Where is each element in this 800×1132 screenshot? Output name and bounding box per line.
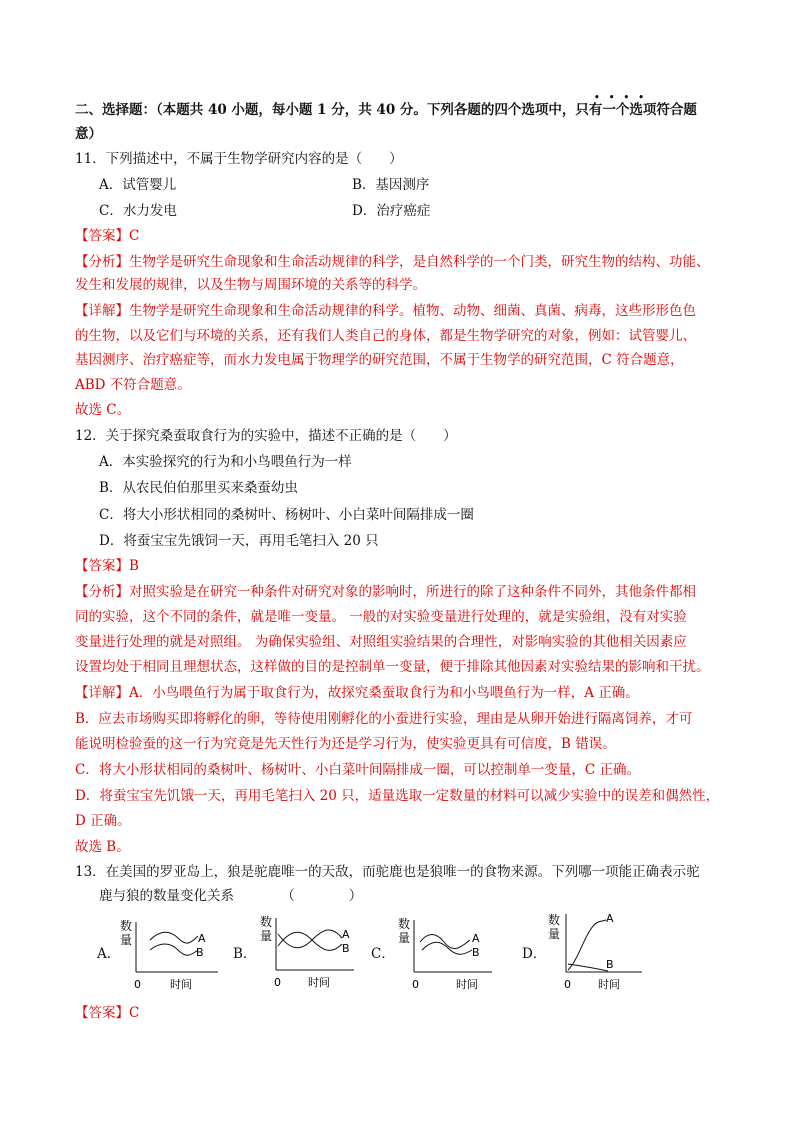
graph-d-curve-a xyxy=(568,920,606,970)
q12-option-d: D．将蚕宝宝先饿饲一天，再用毛笔扫入 20 只 xyxy=(99,533,379,549)
graph-d-label-b: B xyxy=(606,958,614,971)
q11-detail-line2: 的生物，以及它们与环境的关系，还有我们人类自己的身体，都是生物学研究的对象，例如：试管婴儿、 xyxy=(75,328,696,344)
graph-c-curve-a xyxy=(420,935,470,949)
graph-c-ylabel-top: 数 xyxy=(398,917,411,931)
graph-a-curve-b xyxy=(150,944,198,955)
q12-analysis-line4: 设置均处于相同且理想状态，这样做的目的是控制单一变量，便于排除其他因素对实验结果的影响和干扰。 xyxy=(75,659,710,675)
q12-analysis-tag: 【分析】 xyxy=(75,584,129,600)
graph-c-xlabel: 时间 xyxy=(456,978,478,991)
q11-option-d: D．治疗癌症 xyxy=(352,203,431,219)
q11-detail-line1 xyxy=(75,301,696,321)
q11-answer: 【答案】C xyxy=(75,228,140,244)
q13-option-c-label: C． xyxy=(371,946,395,962)
q11-choose: 故选 C。 xyxy=(75,402,131,418)
section-heading xyxy=(75,100,697,120)
q13-option-d-label: D． xyxy=(522,946,547,962)
q11-analysis-tag: 【分析】 xyxy=(75,254,129,270)
q12-analysis-line1 xyxy=(75,582,696,602)
q13-option-a-label: A． xyxy=(97,946,121,962)
q12-analysis-line3: 变量进行处理的就是对照组。 为确保实验组、对照组实验结果的合理性，对影响实验的其他相关因素应 xyxy=(75,634,687,650)
q11-detail-tag: 【详解】 xyxy=(75,303,129,319)
graph-a-curve-a xyxy=(150,932,198,943)
q12-stem: 12．关于探究桑蚕取食行为的实验中，描述不正确的是（ ） xyxy=(75,428,457,444)
q12-detail-tag: 【详解】 xyxy=(75,685,129,701)
graph-c-label-b: B xyxy=(472,946,480,959)
graph-a-label-b: B xyxy=(196,946,204,959)
graph-a-xlabel: 时间 xyxy=(170,978,192,991)
graph-b-ylabel-bottom: 量 xyxy=(260,929,273,943)
section-title-part1: 二、选择题：（本题共 40 小题，每小题 1 分，共 40 分。下列各题的四个选项中， xyxy=(75,102,576,118)
q11-analysis-line1 xyxy=(75,252,710,272)
graph-a-ylabel-bottom: 量 xyxy=(120,933,133,947)
q13-graph-b xyxy=(258,910,358,990)
q12-analysis-text: 对照实验是在研究一种条件对研究对象的影响时，所进行的除了这种条件不同外，其他条件都相 xyxy=(129,584,696,600)
section-title-part2: 选项符合题 xyxy=(629,102,697,118)
graph-d-ylabel-bottom: 量 xyxy=(548,927,561,941)
section-title-line2: 意） xyxy=(75,126,102,142)
q12-detail-text: A．小鸟喂鱼行为属于取食行为，故探究桑蚕取食行为和小鸟喂鱼行为一样，A 正确。 xyxy=(129,685,639,701)
q13-stem-line1: 13．在美国的罗亚岛上，狼是驼鹿唯一的天敌，而驼鹿也是狼唯一的食物来源。下列哪一项能正确表示驼 xyxy=(75,864,700,880)
q11-analysis-text: 生物学是研究生命现象和生命活动规律的科学，是自然科学的一个门类，研究生物的结构、功能、 xyxy=(129,254,710,270)
q11-stem: 11．下列描述中，不属于生物学研究内容的是（ ） xyxy=(75,151,403,167)
q13-stem-line2: 鹿与狼的数量变化关系 （ ） xyxy=(99,888,363,904)
q13-option-b-label: B． xyxy=(233,946,257,962)
graph-d-curve-b xyxy=(568,964,608,971)
q11-option-c: C．水力发电 xyxy=(99,203,177,219)
q13-graph-a xyxy=(120,912,220,992)
q12-choose: 故选 B。 xyxy=(75,839,130,855)
q12-detail-line6: D 正确。 xyxy=(75,813,131,829)
q12-option-b: B．从农民伯伯那里买来桑蚕幼虫 xyxy=(99,480,298,496)
q12-analysis-line2: 同的实验，这个不同的条件，就是唯一变量。 一般的对实验变量进行处理的，就是实验组，没有对实验 xyxy=(75,609,687,625)
graph-a-label-a: A xyxy=(198,932,206,945)
graph-d-xlabel: 时间 xyxy=(598,978,620,991)
q13-answer: 【答案】C xyxy=(75,1005,140,1021)
q12-option-a: A．本实验探究的行为和小鸟喂鱼行为一样 xyxy=(99,454,352,470)
graph-c-origin: 0 xyxy=(412,978,419,991)
q12-detail-line2: B．应去市场购买即将孵化的卵，等待使用刚孵化的小蚕进行实验，理由是从卵开始进行隔离饲养，才可 xyxy=(75,711,693,727)
graph-b-origin: 0 xyxy=(274,976,281,989)
graph-b-ylabel-top: 数 xyxy=(260,915,273,929)
graph-b-curve-a xyxy=(278,930,342,948)
q11-detail-line3: 基因测序、治疗癌症等，而水力发电属于物理学的研究范围，不属于生物学的研究范围，C 符合题意， xyxy=(75,352,684,368)
q12-detail-line4: C．将大小形状相同的桑树叶、杨树叶、小白菜叶间隔排成一圈，可以控制单一变量，C 正确。 xyxy=(75,762,640,778)
q13-graph-c xyxy=(396,912,496,992)
graph-b-label-b: B xyxy=(342,942,350,955)
q12-detail-line1 xyxy=(75,683,639,703)
q12-detail-line3: 能说明检验蚕的这一行为究竟是先天性行为还是学习行为，使实验更具有可信度，B 错误。 xyxy=(75,736,616,752)
q11-option-b: B．基因测序 xyxy=(352,177,430,193)
graph-a-origin: 0 xyxy=(134,978,141,991)
q12-answer: 【答案】B xyxy=(75,558,139,574)
q11-analysis-line2: 发生和发展的规律，以及生物与周围环境的关系等的科学。 xyxy=(75,277,426,293)
q11-detail-text: 生物学是研究生命现象和生命活动规律的科学。植物、动物、细菌、真菌、病毒，这些形形色色 xyxy=(129,303,696,319)
q12-detail-line5: D．将蚕宝宝先饥饿一天，再用毛笔扫入 20 只，适量选取一定数量的材料可以减少实验中的误差和偶然性， xyxy=(75,788,720,804)
graph-b-label-a: A xyxy=(342,928,350,941)
emphasis-dots: •••• xyxy=(594,93,654,103)
graph-d-label-a: A xyxy=(606,912,614,925)
graph-b-xlabel: 时间 xyxy=(308,976,330,989)
graph-c-ylabel-bottom: 量 xyxy=(398,931,411,945)
section-title-emphasis: 只有一个 xyxy=(575,102,630,118)
q12-option-c: C．将大小形状相同的桑树叶、杨树叶、小白菜叶间隔排成一圈 xyxy=(99,507,474,523)
q11-option-a: A．试管婴儿 xyxy=(99,177,177,193)
graph-d-ylabel-top: 数 xyxy=(548,913,561,927)
graph-d-origin: 0 xyxy=(564,978,571,991)
graph-a-ylabel-top: 数 xyxy=(120,919,133,933)
q13-graph-d xyxy=(546,908,646,992)
graph-c-label-a: A xyxy=(472,932,480,945)
q11-detail-line4: ABD 不符合题意。 xyxy=(75,377,191,393)
